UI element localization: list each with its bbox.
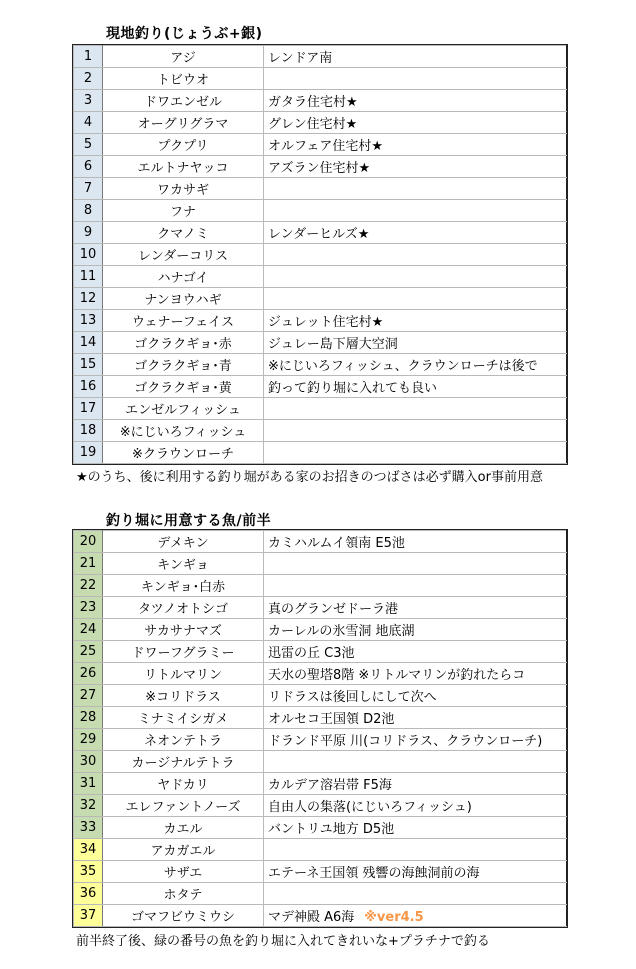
location [264,707,567,729]
table-row [74,707,567,729]
table-row [74,619,567,641]
location-text: 天水の聖塔8階 ※リトルマリンが釣れたらコ [268,668,526,683]
location [264,619,567,641]
location-text: マデ神殿 A6海 [268,910,355,925]
section2-title: 釣り堀に用意する魚/前半 [106,513,272,529]
location-text: オルフェア住宅村★ [268,139,384,154]
location [264,354,567,376]
location [264,442,567,464]
table-row [74,795,567,817]
location [264,641,567,663]
table-row [74,90,567,112]
fish-name: レンダーコリス [103,244,264,266]
row-number: 32 [74,795,103,817]
location [264,575,567,597]
location-text: ※にじいろフィッシュ、クラウンローチは後で [268,359,538,374]
table-row [74,905,567,927]
fish-name: ホタテ [103,883,264,905]
location-text: ジュレー島下層大空洞 [268,337,398,352]
location-text: 迅雷の丘 C3池 [268,646,355,661]
location-text: 自由人の集落(にじいろフィッシュ) [268,800,472,815]
table-row [74,751,567,773]
table-row [74,817,567,839]
location [264,398,567,420]
location [264,376,567,398]
row-number: 20 [74,531,103,553]
local-fishing-table [73,45,567,464]
fish-name: キンギョ･白赤 [103,575,264,597]
location-text: カーレルの氷雪洞 地底湖 [268,624,415,639]
fish-name: サザエ [103,861,264,883]
row-number: 19 [74,442,103,464]
fish-name: フナ [103,200,264,222]
location [264,773,567,795]
row-number: 26 [74,663,103,685]
row-number: 35 [74,861,103,883]
location [264,90,567,112]
location [264,68,567,90]
row-number: 22 [74,575,103,597]
table-row [74,156,567,178]
fish-name: ネオンテトラ [103,729,264,751]
row-number: 3 [74,90,103,112]
table-row [74,332,567,354]
fish-name: ハナゴイ [103,266,264,288]
location [264,597,567,619]
location-text: エテーネ王国領 残響の海蝕洞前の海 [268,866,480,881]
location [264,222,567,244]
table-row [74,244,567,266]
fish-name: タツノオトシゴ [103,597,264,619]
location-text: バントリユ地方 D5池 [268,822,395,837]
row-number: 13 [74,310,103,332]
location-text: グレン住宅村★ [268,117,358,132]
row-number: 5 [74,134,103,156]
table-row [74,178,567,200]
row-number: 10 [74,244,103,266]
table-row [74,310,567,332]
row-number: 8 [74,200,103,222]
table-row [74,861,567,883]
version-highlight: ※ver4.5 [364,910,424,925]
table-row [74,222,567,244]
table-row [74,553,567,575]
table-row [74,839,567,861]
fish-name: ※クラウンローチ [103,442,264,464]
row-number: 9 [74,222,103,244]
location [264,531,567,553]
location [264,46,567,68]
table-row [74,68,567,90]
location-text: カミハルムイ領南 E5池 [268,536,405,551]
fish-name: ドワエンゼル [103,90,264,112]
table-row [74,663,567,685]
row-number: 34 [74,839,103,861]
fish-name: サカサナマズ [103,619,264,641]
row-number: 14 [74,332,103,354]
row-number: 33 [74,817,103,839]
row-number: 1 [74,46,103,68]
section1-title: 現地釣り(じょうぶ+銀) [106,26,263,42]
table-row [74,729,567,751]
fish-name: ゴクラクギョ･赤 [103,332,264,354]
row-number: 23 [74,597,103,619]
fish-name: エレファントノーズ [103,795,264,817]
row-number: 7 [74,178,103,200]
table-row [74,376,567,398]
row-number: 36 [74,883,103,905]
row-number: 21 [74,553,103,575]
location-text: レンダーヒルズ★ [268,227,370,242]
location [264,685,567,707]
fish-name: リトルマリン [103,663,264,685]
table-row [74,442,567,464]
location [264,905,567,927]
row-number: 31 [74,773,103,795]
location [264,178,567,200]
row-number: 18 [74,420,103,442]
location [264,200,567,222]
fish-name: エルトナヤッコ [103,156,264,178]
fish-name: ヤドカリ [103,773,264,795]
table-row [74,398,567,420]
location [264,839,567,861]
fish-name: ミナミイシガメ [103,707,264,729]
fish-name: ウェナーフェイス [103,310,264,332]
row-number: 37 [74,905,103,927]
row-number: 4 [74,112,103,134]
location [264,729,567,751]
table-row [74,685,567,707]
location-text: レンドア南 [268,51,333,66]
row-number: 25 [74,641,103,663]
table-row [74,288,567,310]
location-text: オルセコ王国領 D2池 [268,712,395,727]
table-row [74,420,567,442]
location [264,883,567,905]
fish-name: キンギョ [103,553,264,575]
fish-name: アカガエル [103,839,264,861]
section2-note: 前半終了後、緑の番号の魚を釣り堀に入れてきれいな+プラチナで釣る [76,934,490,949]
fishpond-table [73,530,567,927]
row-number: 27 [74,685,103,707]
row-number: 2 [74,68,103,90]
table-row [74,134,567,156]
fish-name: ゴクラクギョ･青 [103,354,264,376]
location [264,156,567,178]
location [264,134,567,156]
table-row [74,883,567,905]
location [264,795,567,817]
fish-name: クマノミ [103,222,264,244]
location [264,663,567,685]
table-row [74,773,567,795]
location [264,420,567,442]
table-row [74,354,567,376]
row-number: 6 [74,156,103,178]
fish-name: エンゼルフィッシュ [103,398,264,420]
fish-name: カージナルテトラ [103,751,264,773]
row-number: 28 [74,707,103,729]
fish-name: オーグリグラマ [103,112,264,134]
location [264,553,567,575]
table-row [74,266,567,288]
location [264,751,567,773]
location [264,112,567,134]
fish-name: デメキン [103,531,264,553]
fish-name: ドワーフグラミー [103,641,264,663]
row-number: 11 [74,266,103,288]
table-row [74,46,567,68]
row-number: 29 [74,729,103,751]
fish-name: ※にじいろフィッシュ [103,420,264,442]
table-row [74,597,567,619]
location [264,266,567,288]
location [264,332,567,354]
fish-name: アジ [103,46,264,68]
table-row [74,112,567,134]
row-number: 12 [74,288,103,310]
row-number: 30 [74,751,103,773]
location [264,817,567,839]
section1-note: ★のうち、後に利用する釣り堀がある家のお招きのつばさは必ず購入or事前用意 [76,470,543,485]
location-text: ドランド平原 川(コリドラス、クラウンローチ) [268,734,543,749]
location-text: アズラン住宅村★ [268,161,371,176]
location [264,244,567,266]
fish-name: トビウオ [103,68,264,90]
row-number: 24 [74,619,103,641]
fish-name: ゴマフビウミウシ [103,905,264,927]
table-row [74,575,567,597]
location-text: 釣って釣り堀に入れても良い [268,381,438,396]
fish-name: ゴクラクギョ･黄 [103,376,264,398]
row-number: 17 [74,398,103,420]
table-row [74,641,567,663]
row-number: 16 [74,376,103,398]
location [264,310,567,332]
fish-name: ワカサギ [103,178,264,200]
location-text: リドラスは後回しにして次へ [268,690,437,705]
location [264,861,567,883]
location-text: ガタラ住宅村★ [268,95,358,110]
fish-name: ※コリドラス [103,685,264,707]
fish-name: カエル [103,817,264,839]
location-text: カルデア溶岩帯 F5海 [268,778,392,793]
table-row [74,531,567,553]
location [264,288,567,310]
fish-name: プクプリ [103,134,264,156]
row-number: 15 [74,354,103,376]
location-text: 真のグランゼドーラ港 [268,602,399,617]
table-row [74,200,567,222]
location-text: ジュレット住宅村★ [268,315,384,330]
fish-name: ナンヨウハギ [103,288,264,310]
